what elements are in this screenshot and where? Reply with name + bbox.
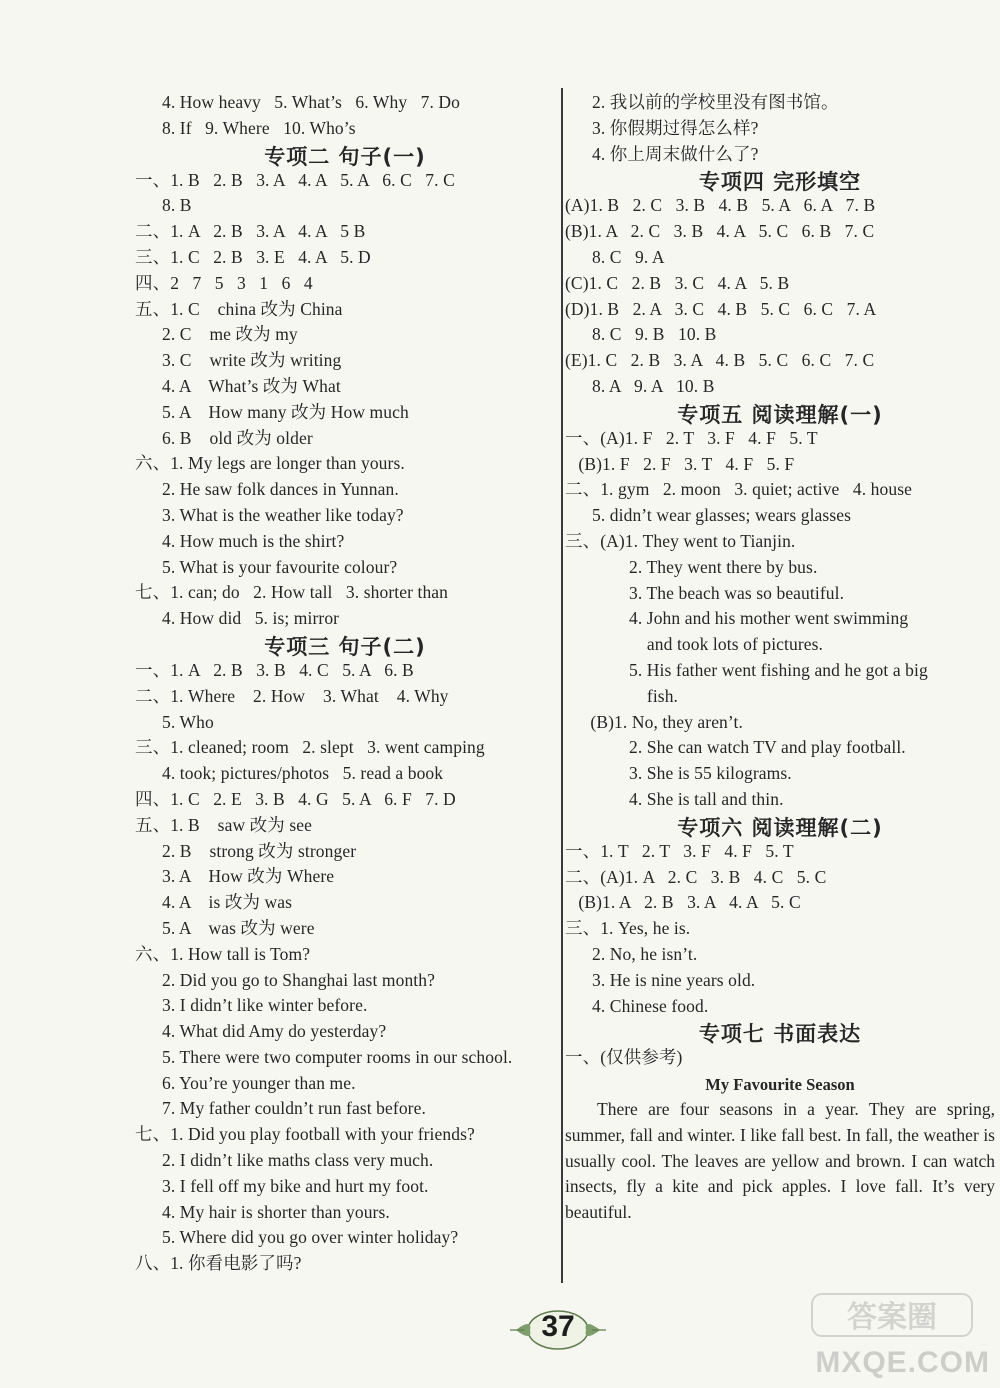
answer-line: 三、1. Yes, he is. xyxy=(565,918,691,939)
answer-line: 2. He saw folk dances in Yunnan. xyxy=(162,479,399,500)
answer-line: 三、1. C 2. B 3. E 4. A 5. D xyxy=(135,246,371,267)
answer-line: 4. How heavy 5. What’s 6. Why 7. Do xyxy=(162,92,461,112)
answer-line: 六、1. My legs are longer than yours. xyxy=(135,453,405,474)
answer-line: 4. How did 5. is; mirror xyxy=(162,608,340,629)
answer-line: 2. She can watch TV and play football. xyxy=(629,737,906,758)
answer-line: (B)1. F 2. F 3. T 4. F 5. F xyxy=(565,453,795,474)
answer-line: 二、1. gym 2. moon 3. quiet; active 4. house xyxy=(565,479,912,500)
answer-line: 8. If 9. Where 10. Who’s xyxy=(162,117,356,138)
answer-line: 2. 我以前的学校里没有图书馆。 xyxy=(592,92,839,112)
page-number: 37 xyxy=(541,1310,575,1343)
answer-line: (C)1. C 2. B 3. C 4. A 5. B xyxy=(565,272,790,293)
column-divider xyxy=(561,88,563,1283)
answer-line: (A)1. B 2. C 3. B 4. B 5. A 6. A 7. B xyxy=(565,195,876,216)
answer-line: 2. B strong 改为 stronger xyxy=(162,840,357,861)
answer-line: 4. How much is the shirt? xyxy=(162,530,345,551)
watermark-logo-text: 答案圈 xyxy=(847,1300,937,1335)
answer-line: 4. My hair is shorter than yours. xyxy=(162,1201,390,1222)
answer-line: 8. C 9. A xyxy=(592,246,665,267)
page-number-badge xyxy=(508,1300,608,1360)
answer-line: fish. xyxy=(629,685,679,706)
answer-line: 3. A How 改为 Where xyxy=(162,866,335,887)
answer-line: (D)1. B 2. A 3. C 4. B 5. C 6. C 7. A xyxy=(565,298,877,319)
answer-line: 四、1. C 2. E 3. B 4. G 5. A 6. F 7. D xyxy=(135,788,456,809)
answer-line: 二、1. A 2. B 3. A 4. A 5 B xyxy=(135,221,366,242)
essay-title: My Favourite Season xyxy=(705,1075,855,1095)
watermark-site-text: MXQE.COM xyxy=(815,1346,990,1379)
answer-line: 5. What is your favourite colour? xyxy=(162,556,398,577)
section-heading: 专项六 阅读理解(二) xyxy=(677,815,883,840)
answer-line: 3. What is the weather like today? xyxy=(162,504,404,525)
answer-line: 3. I didn’t like winter before. xyxy=(162,995,368,1016)
answer-line: 3. I fell off my bike and hurt my foot. xyxy=(162,1175,429,1196)
answer-line: 八、1. 你看电影了吗? xyxy=(135,1253,302,1274)
answer-line: (B)1. No, they aren’t. xyxy=(577,711,743,732)
answer-line: 4. A is 改为 was xyxy=(162,892,293,913)
answer-line: 4. She is tall and thin. xyxy=(629,788,784,809)
answer-line: 5. Where did you go over winter holiday? xyxy=(162,1227,459,1248)
answer-line: 二、1. Where 2. How 3. What 4. Why xyxy=(135,685,449,706)
right-column xyxy=(565,90,995,1226)
answer-line: 六、1. How tall is Tom? xyxy=(135,943,311,964)
answer-line: 8. B xyxy=(162,195,192,216)
site-watermark xyxy=(810,1290,990,1380)
section-heading: 专项四 完形填空 xyxy=(698,170,862,195)
answer-line: (B)1. A 2. B 3. A 4. A 5. C xyxy=(565,892,801,913)
answer-line: 5. didn’t wear glasses; wears glasses xyxy=(592,505,852,526)
answer-line: 4. 你上周末做什么了? xyxy=(592,143,759,164)
watermark-logo-icon xyxy=(810,1290,980,1340)
section-heading: 专项五 阅读理解(一) xyxy=(677,402,883,427)
left-column xyxy=(135,90,555,1277)
answer-line: 七、1. Did you play football with your friends? xyxy=(135,1124,475,1145)
answer-line: 二、(A)1. A 2. C 3. B 4. C 5. C xyxy=(565,866,827,887)
answer-line: 2. They went there by bus. xyxy=(629,556,818,577)
answer-line: 3. C write 改为 writing xyxy=(162,350,342,371)
section-heading: 专项七 书面表达 xyxy=(698,1022,862,1047)
answer-line: 2. I didn’t like maths class very much. xyxy=(162,1150,434,1171)
answer-line: (E)1. C 2. B 3. A 4. B 5. C 6. C 7. C xyxy=(565,350,875,371)
answer-line: 一、1. T 2. T 3. F 4. F 5. T xyxy=(565,840,794,861)
answer-line: 4. Chinese food. xyxy=(592,995,709,1016)
answer-line: 五、1. C china 改为 China xyxy=(135,298,343,319)
answer-line: 2. Did you go to Shanghai last month? xyxy=(162,969,435,990)
answer-line: 一、1. B 2. B 3. A 4. A 5. A 6. C 7. C xyxy=(135,169,455,190)
answer-line: 一、1. A 2. B 3. B 4. C 5. A 6. B xyxy=(135,659,414,680)
answer-line: 四、2 7 5 3 1 6 4 xyxy=(135,272,313,293)
answer-line: 3. She is 55 kilograms. xyxy=(629,763,792,784)
answer-line: 2. C me 改为 my xyxy=(162,324,298,345)
essay-body: There are four seasons in a year. They are spring, summer, fall and winter. I like fall best. In fall, the weather is usually cool. The leaves are yellow and brown. I can watch insects, fly a kite and pick apples. I love fall. It’s very beautiful. xyxy=(565,1099,995,1223)
answer-line: 七、1. can; do 2. How tall 3. shorter than xyxy=(135,582,449,603)
answer-line: 一、(仅供参考) xyxy=(565,1047,683,1068)
answer-line: 3. 你假期过得怎么样? xyxy=(592,117,759,138)
answer-line: 7. My father couldn’t run fast before. xyxy=(162,1098,426,1119)
answer-line: 一、(A)1. F 2. T 3. F 4. F 5. T xyxy=(565,427,818,448)
answer-line: 4. A What’s 改为 What xyxy=(162,375,341,396)
answer-line: 2. No, he isn’t. xyxy=(592,943,698,964)
answer-line: 3. The beach was so beautiful. xyxy=(629,582,845,603)
answer-line: 6. You’re younger than me. xyxy=(162,1072,356,1093)
answer-line: 三、(A)1. They went to Tianjin. xyxy=(565,530,796,551)
answer-line: 5. A How many 改为 How much xyxy=(162,401,409,422)
answer-line: 8. C 9. B 10. B xyxy=(592,324,717,345)
section-heading: 专项二 句子(一) xyxy=(264,144,426,169)
answer-line: 4. took; pictures/photos 5. read a book xyxy=(162,763,444,784)
answer-line: 4. John and his mother went swimming xyxy=(629,608,909,629)
right-column-lines xyxy=(565,90,995,1071)
answer-line: 5. A was 改为 were xyxy=(162,917,315,938)
answer-line: (B)1. A 2. C 3. B 4. A 5. C 6. B 7. C xyxy=(565,221,875,242)
answer-line: 6. B old 改为 older xyxy=(162,427,313,448)
answer-line: and took lots of pictures. xyxy=(629,634,824,655)
answer-line: 5. Who xyxy=(162,711,214,732)
answer-line: 5. There were two computer rooms in our school. xyxy=(162,1046,513,1067)
answer-line: 8. A 9. A 10. B xyxy=(592,375,715,396)
answer-line: 4. What did Amy do yesterday? xyxy=(162,1021,387,1042)
section-heading: 专项三 句子(二) xyxy=(264,634,426,659)
answer-line: 三、1. cleaned; room 2. slept 3. went camping xyxy=(135,737,485,758)
answer-line: 5. His father went fishing and he got a big xyxy=(629,659,928,680)
answer-line: 五、1. B saw 改为 see xyxy=(135,814,312,835)
answer-line: 3. He is nine years old. xyxy=(592,969,756,990)
